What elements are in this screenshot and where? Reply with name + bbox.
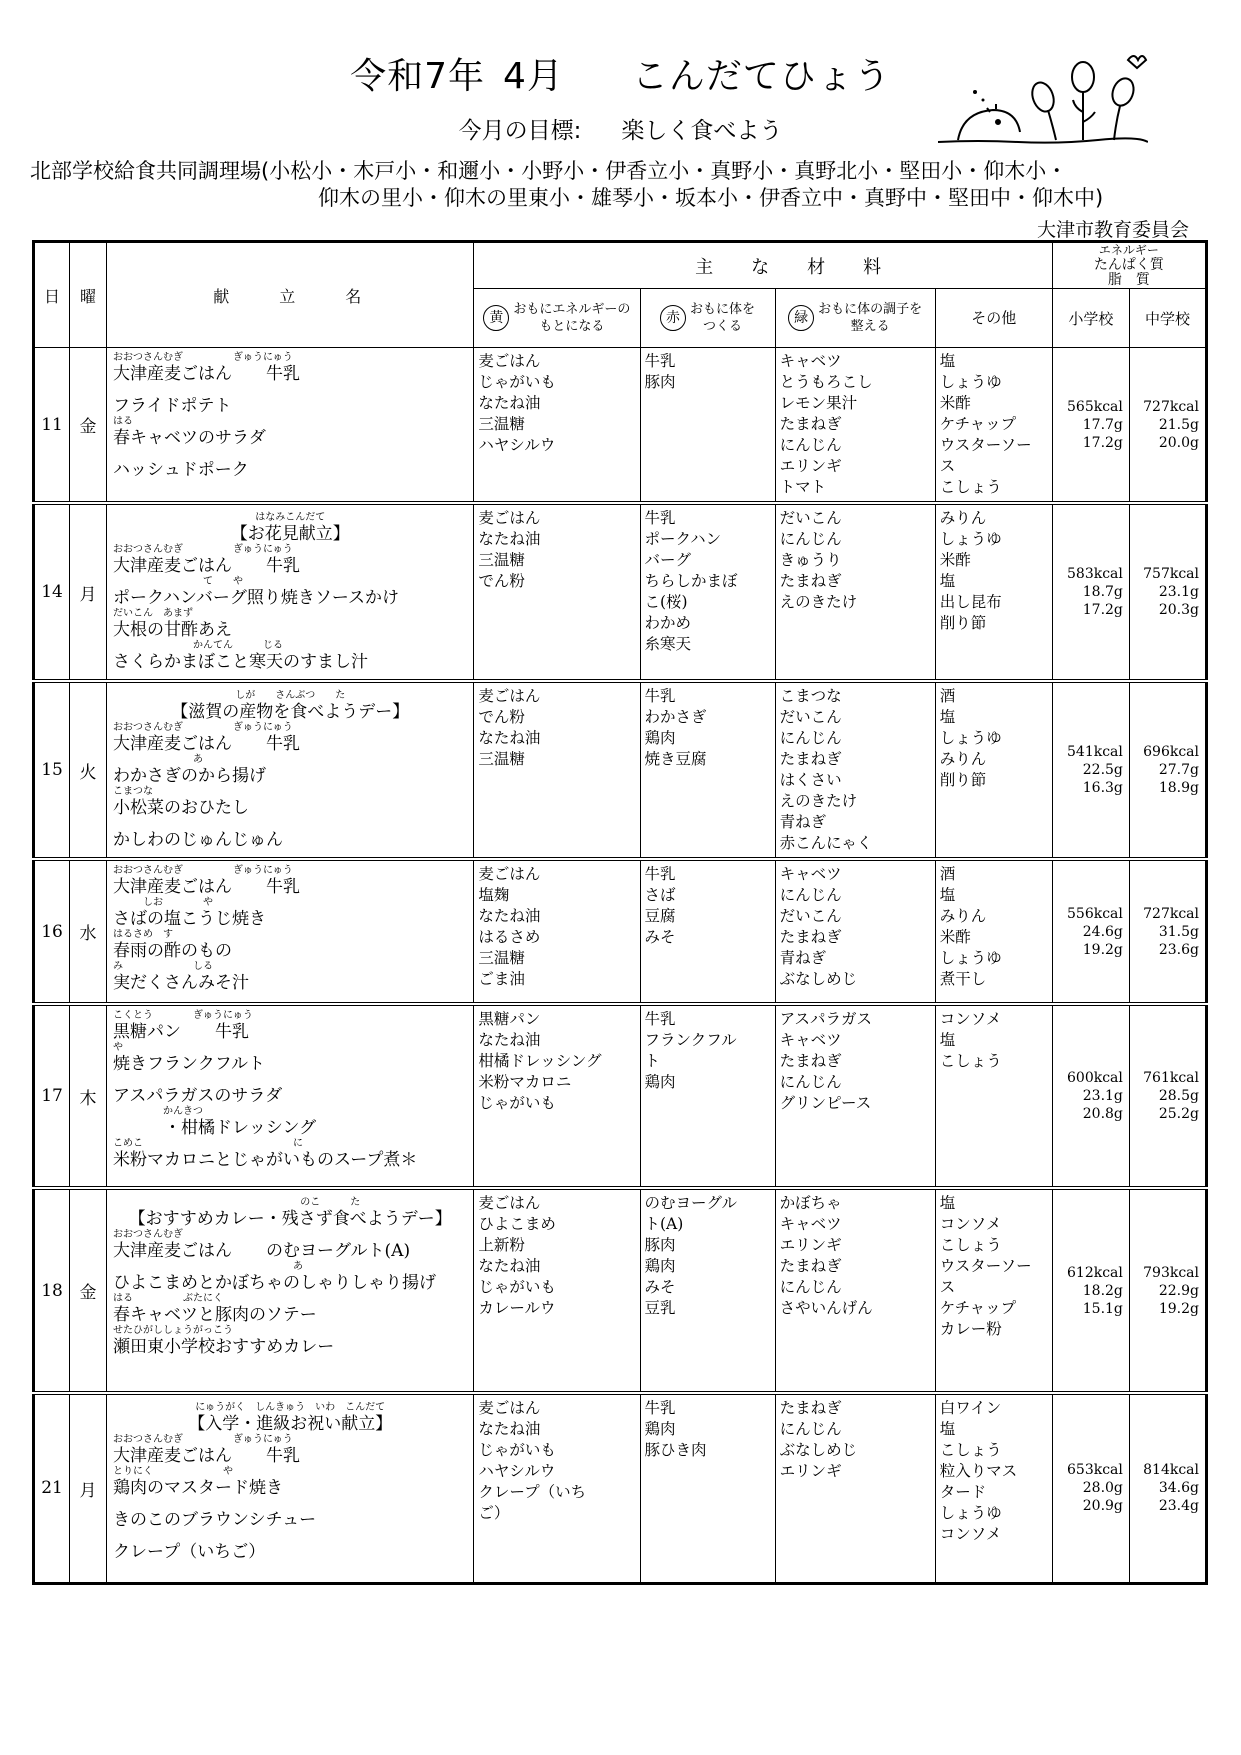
- red-ingredients: 牛乳 ポークハン バーグ ちらしかまぼ こ(桜) わかめ 糸寒天: [640, 503, 775, 681]
- day-cell: 17: [34, 1004, 70, 1188]
- fat-value: 23.6g: [1158, 941, 1199, 958]
- junior-high-nutrition: [1129, 1004, 1206, 1188]
- dish-name: [113, 1511, 467, 1530]
- protein-value: 28.5g: [1158, 1088, 1199, 1104]
- yellow-ingredients: 麦ごはん なたね油 じゃがいも ハヤシルウ クレープ（いち ご）: [474, 1393, 640, 1583]
- dishes-cell: [107, 503, 474, 681]
- dish-text: かしわのじゅんじゅん: [113, 830, 284, 850]
- dish-text: 小松菜のおひたし: [113, 798, 250, 818]
- dish-text: 大津産麦ごはん 牛乳: [113, 556, 301, 576]
- dish-ruby: かんてん じる: [113, 640, 284, 651]
- dishes-cell: [107, 1004, 474, 1188]
- nutrition-energy-label: エネルギー: [1098, 243, 1159, 257]
- title-year: 令和7年: [350, 56, 485, 97]
- weekday-cell: 月: [70, 1393, 107, 1583]
- fat-value: 20.0g: [1158, 434, 1199, 451]
- energy-value: 541kcal: [1067, 744, 1123, 760]
- elementary-nutrition: [1052, 348, 1129, 504]
- green-ingredients: こまつな だいこん にんじん たまねぎ はくさい えのきたけ 青ねぎ 赤こんにゃく: [775, 681, 935, 859]
- dish-ruby: はなみこんだて: [255, 512, 326, 523]
- nutrition-protein-label: たんぱく質: [1093, 257, 1164, 273]
- dish-text: ハッシュドポーク: [113, 460, 249, 480]
- menu-row: [34, 1004, 1207, 1188]
- dish-ruby: あ: [113, 754, 204, 765]
- dish-ruby: とりにく や: [113, 1466, 234, 1477]
- dish-ruby: はる ぶたにく: [113, 1293, 224, 1304]
- dish-name: [113, 576, 467, 608]
- red-ingredients: 牛乳 豚肉: [640, 348, 775, 504]
- weekday-cell: 金: [70, 1188, 107, 1393]
- fat-value: 17.2g: [1082, 434, 1123, 451]
- dish-text: クレープ（いちご）: [113, 1542, 266, 1562]
- col-nutrition: [1052, 242, 1206, 289]
- other-ingredients: 酒 塩 みりん 米酢 しょうゆ 煮干し: [935, 859, 1052, 1004]
- dish-text: 【お花見献立】: [230, 524, 350, 544]
- protein-value: 31.5g: [1158, 923, 1199, 940]
- yellow-ingredients: 麦ごはん でん粉 なたね油 三温糖: [474, 681, 640, 859]
- day-cell: 16: [34, 859, 70, 1004]
- protein-value: 17.7g: [1082, 416, 1123, 433]
- dish-name: [113, 1261, 467, 1293]
- green-label-1: おもに体の調子を: [818, 302, 923, 317]
- dish-ruby: こまつな: [113, 786, 154, 797]
- menu-row: [34, 503, 1207, 681]
- energy-value: 653kcal: [1067, 1462, 1123, 1479]
- dish-text: ひよこまめとかぼちゃのしゃりしゃり揚げ: [113, 1273, 437, 1293]
- energy-value: 696kcal: [1143, 744, 1199, 760]
- menu-row: [34, 1393, 1207, 1583]
- other-ingredients: 白ワイン 塩 こしょう 粒入りマス タード しょうゆ コンソメ: [935, 1393, 1052, 1583]
- elementary-nutrition: [1052, 1004, 1129, 1188]
- junior-high-nutrition: [1129, 681, 1206, 859]
- dish-name: [113, 1543, 467, 1562]
- yellow-ingredients: 麦ごはん ひよこまめ 上新粉 なたね油 じゃがいも カレールウ: [474, 1188, 640, 1393]
- weekday-cell: 木: [70, 1004, 107, 1188]
- col-red-group: [640, 289, 775, 348]
- dish-text: ポークハンバーグ照り焼きソースかけ: [113, 588, 399, 608]
- dish-name: [113, 897, 467, 929]
- day-cell: 14: [34, 503, 70, 681]
- dish-name: [113, 416, 467, 448]
- col-weekday: 曜: [70, 242, 107, 348]
- dish-text: 【入学・進級お祝い献立】: [188, 1414, 393, 1434]
- weekday-cell: 水: [70, 859, 107, 1004]
- menu-row: [34, 859, 1207, 1004]
- dish-text: さくらかまぼこと寒天のすまし汁: [113, 652, 369, 672]
- dish-ruby: せたひがししょうがっこう: [113, 1325, 234, 1336]
- mole-flowers-illustration: [938, 52, 1148, 152]
- red-label-1: おもに体を: [690, 302, 756, 317]
- weekday-cell: 月: [70, 503, 107, 681]
- dish-text: 大津産麦ごはん のむヨーグルト(A): [113, 1241, 411, 1261]
- dish-ruby: だいこん あまず: [113, 608, 194, 619]
- col-green-group: [775, 289, 935, 348]
- col-day: 日: [34, 242, 70, 348]
- event-title: [113, 1197, 467, 1229]
- dish-ruby: こくとう ぎゅうにゅう: [113, 1010, 253, 1021]
- dish-name: [113, 1434, 467, 1466]
- dish-text: 大津産麦ごはん 牛乳: [113, 734, 301, 754]
- red-ingredients: のむヨーグル ト(A) 豚肉 鶏肉 みそ 豆乳: [640, 1188, 775, 1393]
- fat-value: 20.3g: [1158, 602, 1199, 618]
- dish-ruby: しが さんぶつ た: [235, 690, 346, 701]
- red-label-2: つくる: [703, 319, 743, 334]
- energy-value: 757kcal: [1143, 566, 1199, 582]
- dish-ruby: あ: [113, 1261, 304, 1272]
- elementary-nutrition: [1052, 681, 1129, 859]
- dish-text: 瀬田東小学校おすすめカレー: [113, 1337, 335, 1357]
- day-cell: 21: [34, 1393, 70, 1583]
- nutrition-fat-label: 脂 質: [1107, 272, 1150, 288]
- title-text: こんだてひょう: [631, 56, 891, 97]
- dish-ruby: はるさめ す: [113, 929, 174, 940]
- fat-value: 16.3g: [1082, 780, 1123, 796]
- dish-name: [113, 1106, 467, 1138]
- dish-text: フライドポテト: [113, 396, 232, 416]
- green-ingredients: たまねぎ にんじん ぶなしめじ エリンギ: [775, 1393, 935, 1583]
- dish-text: 【おすすめカレー・残さず食べようデー】: [128, 1209, 452, 1229]
- energy-value: 727kcal: [1143, 905, 1199, 922]
- yellow-label-2: もとになる: [539, 319, 605, 334]
- day-cell: 11: [34, 348, 70, 504]
- dishes-cell: [107, 348, 474, 504]
- other-ingredients: 酒 塩 しょうゆ みりん 削り節: [935, 681, 1052, 859]
- dish-text: 大津産麦ごはん 牛乳: [113, 877, 301, 897]
- fat-value: 17.2g: [1082, 602, 1123, 618]
- dish-text: 実だくさんみそ汁: [113, 973, 250, 993]
- yellow-ingredients: 黒糖パン なたね油 柑橘ドレッシング 米粉マカロニ じゃがいも: [474, 1004, 640, 1188]
- col-yellow-group: [474, 289, 640, 348]
- dish-text: 春キャベツのサラダ: [113, 428, 266, 448]
- dish-name: [113, 831, 467, 850]
- dish-ruby: おおつさんむぎ: [113, 1229, 183, 1240]
- board-of-education: 大津市教育委員会: [1036, 219, 1189, 241]
- fat-value: 25.2g: [1158, 1106, 1199, 1122]
- dish-name: [113, 1138, 467, 1170]
- junior-high-nutrition: [1129, 348, 1206, 504]
- other-ingredients: 塩 しょうゆ 米酢 ケチャップ ウスターソー ス こしょう: [935, 348, 1052, 504]
- red-ingredients: 牛乳 わかさぎ 鶏肉 焼き豆腐: [640, 681, 775, 859]
- junior-high-nutrition: [1129, 859, 1206, 1004]
- dish-ruby: おおつさんむぎ ぎゅうにゅう: [113, 352, 293, 363]
- dish-text: 大津産麦ごはん 牛乳: [113, 1446, 301, 1466]
- red-ingredients: 牛乳 さば 豆腐 みそ: [640, 859, 775, 1004]
- energy-value: 814kcal: [1143, 1462, 1199, 1479]
- dishes-cell: [107, 1188, 474, 1393]
- green-label-2: 整える: [850, 319, 890, 334]
- dish-ruby: み しる: [113, 961, 214, 972]
- dish-ruby: はる: [113, 416, 134, 427]
- event-title: [113, 1402, 467, 1434]
- dish-text: 鶏肉のマスタード焼き: [113, 1478, 284, 1498]
- protein-value: 34.6g: [1158, 1480, 1199, 1497]
- event-title: [113, 690, 467, 722]
- dish-text: 大津産麦ごはん 牛乳: [113, 364, 301, 384]
- green-group-mark: 緑: [788, 305, 814, 331]
- elementary-nutrition: [1052, 503, 1129, 681]
- other-ingredients: 塩 コンソメ こしょう ウスターソー ス ケチャップ カレー粉: [935, 1188, 1052, 1393]
- dish-text: 【滋賀の産物を食べようデー】: [171, 702, 410, 722]
- kitchen-schools: 仰木の里小・仰木の里東小・雄琴小・坂本小・伊香立中・真野中・堅田中・仰木中): [318, 186, 1104, 210]
- dishes-cell: [107, 681, 474, 859]
- dish-text: アスパラガスのサラダ: [113, 1086, 283, 1106]
- energy-value: 761kcal: [1143, 1070, 1199, 1086]
- energy-value: 600kcal: [1067, 1070, 1123, 1086]
- junior-high-nutrition: [1129, 503, 1206, 681]
- energy-value: 565kcal: [1067, 398, 1123, 415]
- protein-value: 18.2g: [1082, 1282, 1123, 1299]
- dish-ruby: のこ た: [220, 1197, 361, 1208]
- yellow-group-mark: 黄: [483, 305, 509, 331]
- dish-text: きのこのブラウンシチュー: [113, 1510, 317, 1530]
- dish-name: [113, 1229, 467, 1261]
- dish-name: [113, 640, 467, 672]
- dish-text: 春キャベツと豚肉のソテー: [113, 1305, 317, 1325]
- col-menu: 献 立 名: [107, 242, 474, 348]
- elementary-nutrition: [1052, 1393, 1129, 1583]
- dish-name: [113, 544, 467, 576]
- dish-ruby: しお や: [113, 897, 214, 908]
- protein-value: 24.6g: [1082, 923, 1123, 940]
- dish-text: 大根の甘酢あえ: [113, 620, 233, 640]
- junior-high-nutrition: [1129, 1393, 1206, 1583]
- yellow-ingredients: 麦ごはん じゃがいも なたね油 三温糖 ハヤシルウ: [474, 348, 640, 504]
- protein-value: 22.5g: [1082, 762, 1123, 778]
- yellow-ingredients: 麦ごはん 塩麹 なたね油 はるさめ 三温糖 ごま油: [474, 859, 640, 1004]
- other-ingredients: みりん しょうゆ 米酢 塩 出し昆布 削り節: [935, 503, 1052, 681]
- fat-value: 19.2g: [1158, 1300, 1199, 1317]
- dish-name: [113, 608, 467, 640]
- dish-text: さばの塩こうじ焼き: [113, 909, 267, 929]
- dish-name: [113, 1293, 467, 1325]
- green-ingredients: キャベツ にんじん だいこん たまねぎ 青ねぎ ぶなしめじ: [775, 859, 935, 1004]
- protein-value: 18.7g: [1082, 584, 1123, 600]
- dish-ruby: おおつさんむぎ ぎゅうにゅう: [113, 1434, 293, 1445]
- col-junior-high: 中学校: [1129, 289, 1206, 348]
- energy-value: 727kcal: [1143, 398, 1199, 415]
- menu-row: [34, 348, 1207, 504]
- dish-name: [113, 1325, 467, 1357]
- weekday-cell: 金: [70, 348, 107, 504]
- dish-ruby: おおつさんむぎ ぎゅうにゅう: [113, 865, 293, 876]
- dish-name: [113, 1466, 467, 1498]
- event-title: [113, 512, 467, 544]
- red-ingredients: 牛乳 鶏肉 豚ひき肉: [640, 1393, 775, 1583]
- col-elementary: 小学校: [1052, 289, 1129, 348]
- protein-value: 21.5g: [1158, 416, 1199, 433]
- dish-name: [113, 754, 467, 786]
- fat-value: 15.1g: [1082, 1300, 1123, 1317]
- col-main-ingredients: 主 な 材 料: [474, 242, 1052, 289]
- dish-name: [113, 352, 467, 384]
- weekday-cell: 火: [70, 681, 107, 859]
- dish-name: [113, 1042, 467, 1074]
- dish-ruby: や: [113, 1042, 124, 1053]
- red-ingredients: 牛乳 フランクフル ト 鶏肉: [640, 1004, 775, 1188]
- fat-value: 20.8g: [1082, 1106, 1123, 1122]
- dish-ruby: こめこ に: [113, 1138, 304, 1149]
- dish-ruby: おおつさんむぎ ぎゅうにゅう: [113, 544, 293, 555]
- fat-value: 23.4g: [1158, 1498, 1199, 1515]
- fat-value: 18.9g: [1158, 780, 1199, 796]
- dish-text: 米粉マカロニとじゃがいものスープ煮＊: [113, 1150, 418, 1170]
- dishes-cell: [107, 859, 474, 1004]
- dish-name: [113, 397, 467, 416]
- dish-text: わかさぎのから揚げ: [113, 766, 267, 786]
- day-cell: 18: [34, 1188, 70, 1393]
- menu-row: [34, 681, 1207, 859]
- day-cell: 15: [34, 681, 70, 859]
- green-ingredients: だいこん にんじん きゅうり たまねぎ えのきたけ: [775, 503, 935, 681]
- dishes-cell: [107, 1393, 474, 1583]
- dish-name: [113, 1010, 467, 1042]
- green-ingredients: アスパラガス キャベツ たまねぎ にんじん グリンピース: [775, 1004, 935, 1188]
- yellow-label-1: おもにエネルギーの: [513, 302, 631, 317]
- title-month: 4月: [502, 56, 564, 97]
- dish-name: [113, 1087, 467, 1106]
- dish-name: [113, 865, 467, 897]
- energy-value: 793kcal: [1143, 1264, 1199, 1281]
- red-group-mark: 赤: [660, 305, 686, 331]
- other-ingredients: コンソメ 塩 こしょう: [935, 1004, 1052, 1188]
- elementary-nutrition: [1052, 1188, 1129, 1393]
- dish-ruby: にゅうがく しんきゅう いわ こんだて: [195, 1402, 386, 1413]
- col-other: その他: [935, 289, 1052, 348]
- fat-value: 19.2g: [1082, 941, 1123, 958]
- protein-value: 28.0g: [1082, 1480, 1123, 1497]
- fat-value: 20.9g: [1082, 1498, 1123, 1515]
- dish-text: 春雨の酢のもの: [113, 941, 233, 961]
- junior-high-nutrition: [1129, 1188, 1206, 1393]
- energy-value: 556kcal: [1067, 905, 1123, 922]
- protein-value: 23.1g: [1158, 584, 1199, 600]
- dish-name: [113, 786, 467, 818]
- dish-text: ・柑橘ドレッシング: [113, 1118, 317, 1138]
- dish-name: [113, 461, 467, 480]
- dish-name: [113, 929, 467, 961]
- menu-table: [32, 240, 1208, 1585]
- kitchen-name: 北部学校給食共同調理場(小松小・木戸小・和邇小・小野小・伊香立小・真野小・真野北小・堅田小・仰木小・: [30, 159, 1068, 183]
- dish-ruby: かんきつ: [113, 1106, 204, 1117]
- dish-ruby: おおつさんむぎ ぎゅうにゅう: [113, 722, 293, 733]
- energy-value: 583kcal: [1067, 566, 1123, 582]
- dish-name: [113, 961, 467, 993]
- dish-text: 黒糖パン 牛乳: [113, 1022, 250, 1042]
- energy-value: 612kcal: [1067, 1264, 1123, 1281]
- dish-ruby: て や: [113, 576, 244, 587]
- dish-name: [113, 722, 467, 754]
- green-ingredients: かぼちゃ キャベツ エリンギ たまねぎ にんじん さやいんげん: [775, 1188, 935, 1393]
- protein-value: 23.1g: [1082, 1088, 1123, 1104]
- dish-text: 焼きフランクフルト: [113, 1054, 266, 1074]
- protein-value: 27.7g: [1158, 762, 1199, 778]
- elementary-nutrition: [1052, 859, 1129, 1004]
- green-ingredients: キャベツ とうもろこし レモン果汁 たまねぎ にんじん エリンギ トマト: [775, 348, 935, 504]
- goal-text: 楽しく食べよう: [621, 118, 783, 144]
- protein-value: 22.9g: [1158, 1282, 1199, 1299]
- goal-label: 今月の目標:: [458, 118, 582, 144]
- menu-row: [34, 1188, 1207, 1393]
- yellow-ingredients: 麦ごはん なたね油 三温糖 でん粉: [474, 503, 640, 681]
